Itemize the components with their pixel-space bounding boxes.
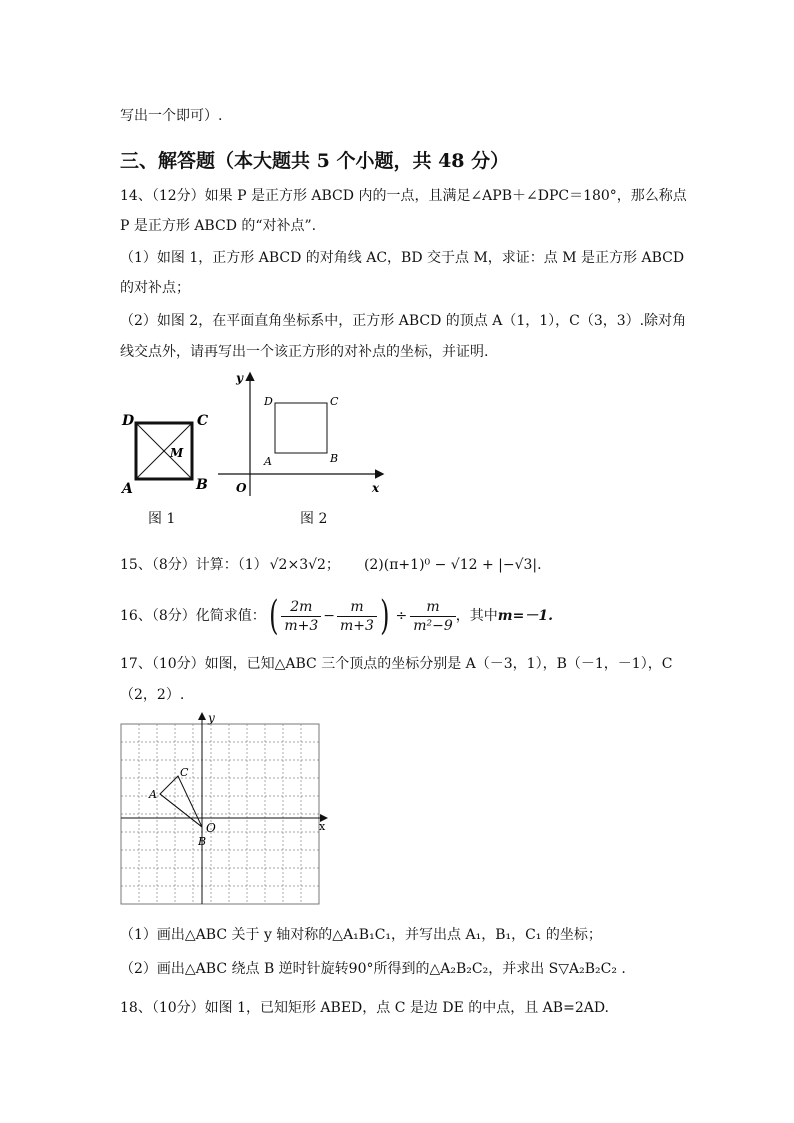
- q18-line-1: 18、（10分）如图 1，已知矩形 ABED，点 C 是边 DE 的中点，且 AB=2AD.: [120, 1000, 610, 1016]
- fig1-label-b: B: [196, 477, 208, 493]
- q15-part2: (2)(π+1)⁰ − √12 + |−√3|.: [363, 557, 542, 573]
- fig2-label-x: x: [372, 481, 380, 495]
- fig3-grid-lines: [121, 724, 319, 904]
- q14-line-6: 线交点外，请再写出一个该正方形的对补点的坐标，并证明.: [120, 344, 489, 360]
- section-title: 三、解答题（本大题共 5 个小题，共 48 分）: [120, 150, 510, 172]
- fig1-label-c: C: [197, 413, 209, 429]
- q16-den3: m²−9: [413, 617, 453, 634]
- fig3-triangle-abc: [160, 776, 202, 827]
- q14-line-1: 14、（12分）如果 P 是正方形 ABCD 内的一点，且满足∠APB＋∠DPC＝180°，那么称点: [120, 188, 687, 204]
- figure-1: [118, 405, 218, 497]
- q17-line-2: （2，2）.: [120, 687, 185, 703]
- fig1-label-a: A: [122, 481, 133, 497]
- q16-right-paren: ): [380, 593, 390, 639]
- q17-line-3: （1）画出△ABC 关于 y 轴对称的△A₁B₁C₁，并写出点 A₁，B₁，C₁ 的坐标；: [120, 927, 602, 943]
- fig2-label-o: O: [236, 481, 247, 495]
- fig2-label-c: C: [330, 395, 339, 408]
- q14-line-2: P 是正方形 ABCD 的“对补点”.: [120, 218, 317, 234]
- q16-num1: 2m: [281, 598, 321, 617]
- q16-left-paren: (: [268, 593, 279, 639]
- fig2-label-a: A: [264, 455, 272, 468]
- q16-prefix: 16、（8分）化简求值：: [120, 608, 266, 624]
- line-0: 写出一个即可）.: [120, 108, 223, 124]
- fig2-square: [275, 403, 327, 453]
- fig2-label-y: y: [236, 371, 243, 385]
- q16-num3: m: [410, 598, 456, 617]
- fig1-label-d: D: [122, 413, 135, 429]
- fig2-label-b: B: [330, 452, 339, 465]
- q16-den2: m+3: [340, 617, 374, 634]
- fig3-label-b: B: [198, 835, 207, 848]
- fig3-side-ab: [160, 794, 202, 827]
- q17-line-4: （2）画出△ABC 绕点 B 逆时针旋转90°所得到的△A₂B₂C₂，并求出 S▽A₂B₂C₂ .: [120, 961, 626, 977]
- fig2-label-d: D: [264, 395, 273, 408]
- fig3-label-x: x: [319, 820, 326, 833]
- q16-condition: m=－1.: [497, 608, 553, 624]
- q16-den1: m+3: [284, 617, 319, 634]
- figure-2: [210, 368, 390, 498]
- q15-part1: √2×3√2；: [269, 557, 340, 573]
- q16-div: ÷: [395, 608, 408, 624]
- q16-suffix: ，其中: [455, 608, 498, 624]
- q16-line: [120, 593, 553, 639]
- q14-line-5: （2）如图 2，在平面直角坐标系中，正方形 ABCD 的顶点 A（1，1），C（3，3）.除对角: [120, 313, 687, 329]
- q15-line: [120, 555, 542, 575]
- q14-line-3: （1）如图 1，正方形 ABCD 的对角线 AC，BD 交于点 M，求证：点 M 是正方形 ABCD: [120, 250, 685, 266]
- q17-line-1: 17、（10分）如图，已知△ABC 三个顶点的坐标分别是 A（－3，1），B（－1，－1），C: [120, 656, 673, 672]
- q16-frac-3: [410, 598, 456, 635]
- q16-num2: m: [337, 598, 377, 617]
- q16-minus: −: [323, 608, 335, 624]
- figure-3-grid: [116, 710, 336, 910]
- fig3-label-a: A: [149, 788, 157, 801]
- fig2-caption: 图 2: [300, 511, 328, 527]
- fig1-caption: 图 1: [148, 511, 176, 527]
- fig3-label-c: C: [180, 766, 189, 779]
- q16-frac-1: [281, 598, 321, 635]
- fig3-label-y: y: [208, 711, 215, 725]
- q16-frac-2: [337, 598, 377, 635]
- fig3-label-o: O: [206, 821, 216, 835]
- fig1-label-m: M: [170, 446, 184, 460]
- q14-line-4: 的对补点；: [120, 280, 190, 296]
- q15-prefix: 15、（8分）计算：（1）: [120, 557, 268, 573]
